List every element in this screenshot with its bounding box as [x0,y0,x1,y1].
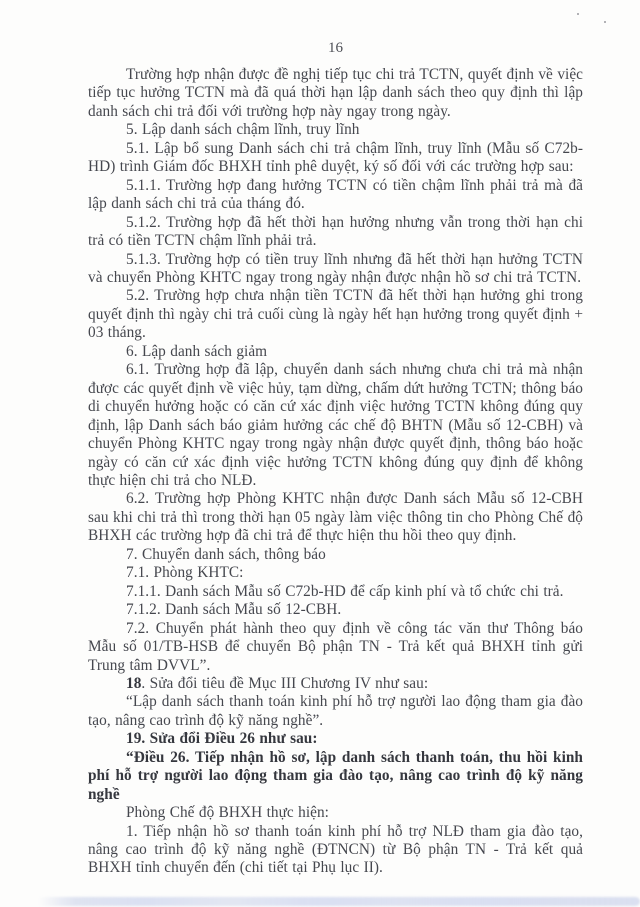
paragraph [88,214,583,251]
text-run: 6.1. Trường hợp đã lập, chuyển danh sách nhưng chưa chi trả mà nhận được các quyết định về việc hủy, tạm dừng, chấm dứt hưởng TCTN; thông báo di chuyển hưởng hoặc có căn cứ xác định việc hưởng TCTN không đúng quy định, lập Danh sách báo giảm hưởng các chế độ BHTN (Mẫu số 12-CBH) và chuyển Phòng KHTC ngay trong ngày nhận được quyết định, thông báo hoặc ngày có căn cứ xác định việc hưởng TCTN không đúng quy định để không thực hiện chi trả cho NLĐ. [88,361,583,489]
bold-text-run: 19. Sửa đổi Điều 26 như sau: [126,730,318,748]
paragraph [88,564,583,582]
paragraph [88,361,583,490]
paragraph [88,66,583,121]
text-run: 5.1.2. Trường hợp đã hết thời hạn hưởng nhưng vẫn trong thời hạn chi trả có tiền TCTN chậm lĩnh phải trả. [88,213,583,250]
document-content [88,0,583,878]
paragraph [88,583,583,601]
page-number: 16 [328,40,343,56]
text-run: 7.1.1. Danh sách Mẫu số C72b-HD để cấp kinh phí và tổ chức chi trả. [126,582,564,600]
text-run: 6. Lập danh sách giảm [126,342,268,360]
bold-text-run: “Điều 26. Tiếp nhận hồ sơ, lập danh sách thanh toán, thu hồi kinh phí hỗ trợ người lao động tham gia đào tạo, nâng cao trình độ kỹ năng nghề [88,748,583,803]
text-run: 6.2. Trường hợp Phòng KHTC nhận được Danh sách Mẫu số 12-CBH sau khi chi trả thì trong thời hạn 05 ngày làm việc thông tin cho Phòng Chế độ BHXH các trường hợp đã chi trả để thực hiện thu hồi theo quy định. [88,490,583,545]
text-run: 7.1.2. Danh sách Mẫu số 12-CBH. [126,601,342,619]
text-run: 7. Chuyển danh sách, thông báo [126,545,326,563]
text-run: Trường hợp nhận được đề nghị tiếp tục chi trả TCTN, quyết định về việc tiếp tục hưởng TCTN mà đã quá thời hạn lập danh sách theo quy định thì lập danh sách chi trả đối với trường hợp này ngay trong ngày. [88,66,583,120]
paragraph [88,601,583,619]
paragraph [88,546,583,564]
text-run: 7.1. Phòng KHTC: [126,564,244,582]
text-run: Phòng Chế độ BHXH thực hiện: [126,804,329,822]
paragraph [88,749,583,804]
paragraph [88,251,583,288]
text-run: 5.1.1. Trường hợp đang hưởng TCTN có tiền chậm lĩnh phải trả mà đã lập danh sách chi trả của tháng đó. [88,176,583,213]
paragraph [88,620,583,675]
paragraph [88,823,583,878]
paragraph [88,177,583,214]
text-run: “Lập danh sách thanh toán kinh phí hỗ trợ người lao động tham gia đào tạo, nâng cao trình độ kỹ năng nghề”. [88,693,583,729]
scan-speck [604,21,606,23]
paragraph [88,287,583,342]
paragraph [88,804,583,822]
paragraph [88,121,583,139]
paragraph [88,140,583,177]
paragraph [88,343,583,361]
scan-edge-artifact [38,897,640,906]
text-run: . Sửa đổi tiêu đề Mục III Chương IV như sau: [141,674,429,692]
text-run: 5.1.3. Trường hợp có tiền truy lĩnh nhưng đã hết thời hạn hưởng TCTN và chuyển Phòng KHTC ngay trong ngày nhận được nhận hồ sơ chi trả TCTN. [88,250,583,286]
text-run: 5.2. Trường hợp chưa nhận tiền TCTN đã hết thời hạn hưởng ghi trong quyết định thì ngày chi trả cuối cùng là ngày hết hạn hưởng trong quyết định + 03 tháng. [88,287,583,342]
document-body [88,66,583,878]
scan-speck [577,13,579,15]
bold-text-run: 18 [126,674,142,692]
text-run: 5.1. Lập bổ sung Danh sách chi trả chậm lĩnh, truy lĩnh (Mẫu số C72b-HD) trình Giám đốc BHXH tỉnh phê duyệt, ký số đối với các trường hợp sau: [88,139,583,176]
paragraph [88,693,583,730]
text-run: 5. Lập danh sách chậm lĩnh, truy lĩnh [126,121,360,139]
text-run: 1. Tiếp nhận hồ sơ thanh toán kinh phí hỗ trợ NLĐ tham gia đào tạo, nâng cao trình độ kỹ năng nghề (ĐTNCN) từ Bộ phận TN - Trả kết quả BHXH tỉnh chuyển đến (chi tiết tại Phụ lục II). [88,822,583,877]
paragraph [88,730,583,748]
paragraph [88,490,583,545]
paragraph [88,675,583,693]
text-run: 7.2. Chuyển phát hành theo quy định về công tác văn thư Thông báo Mẫu số 01/TB-HSB để chuyển Bộ phận TN - Trả kết quả BHXH tỉnh gửi Trung tâm DVVL”. [88,619,583,674]
